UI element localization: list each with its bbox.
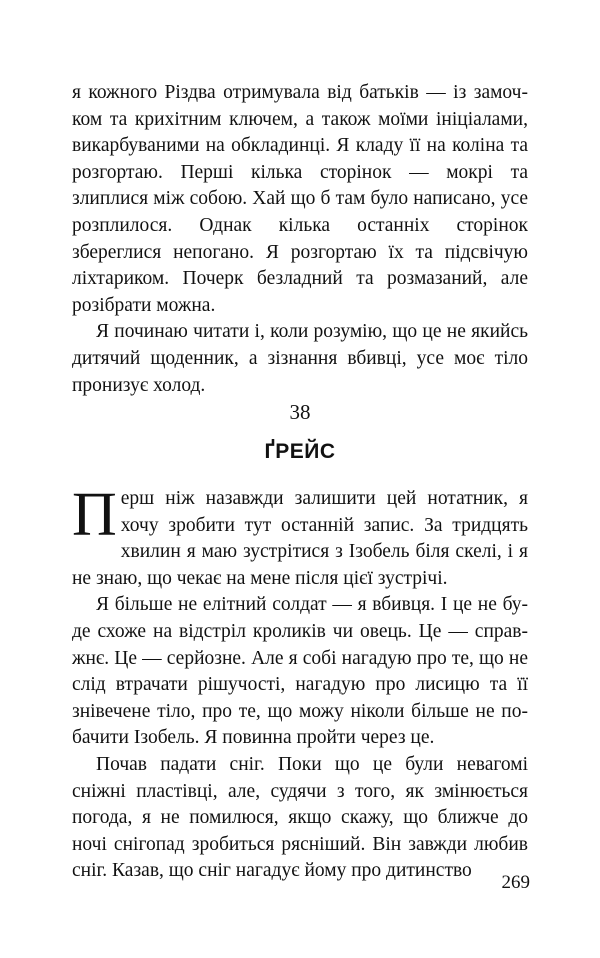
page-number: 269 <box>501 872 530 893</box>
paragraph: Я більше не елітний солдат — я вбивця. І це не буде схоже на відстріл кроликів чи овець. Це — справжнє. Це — серйозне. Але я собі нагадую про те, що не слід втрачати рішучості, нагадую про лисицю та її знівечене тіло, про те, що можу ніколи більше не побачити Ізобель. Я повинна пройти через це. <box>72 594 528 749</box>
chapter-body-text <box>72 481 528 885</box>
drop-cap: П <box>72 481 117 549</box>
previous-chapter-text <box>72 80 528 399</box>
paragraph: я кожного Різдва отримувала від батьків — із замочком та крихітним ключем, а також моїми ініціалами, викарбуваними на обкладинці. Я кладу її на коліна та розгортаю. Перші кілька сторінок — мокрі та злиплися між собою. Хай що б там було написано, усе розплилося. Однак кілька останніх сторінок збереглися непогано. Я розгортаю їх та підсвічую ліхтариком. Почерк безладний та розмазаний, але розібрати можна. <box>72 82 528 316</box>
first-paragraph-text: ерш ніж назавжди залишити цей нотатник, я хочу зробити тут останній запис. За тридцять хвилин я маю зустрітися з Ізобель біля скелі, і я не знаю, що чекає на мене після цієї зустрічі. <box>72 488 528 589</box>
paragraph: Я починаю читати і, коли розумію, що це не якийсь дитячий щоденник, а зізнання вбивці, усе моє тіло пронизує холод. <box>72 321 528 396</box>
paragraph: Почав падати сніг. Поки що це були невагомі сніжні пластівці, але, судячи з того, як змінюється погода, я не помилюся, якщо скажу, що ближче до ночі снігопад зробиться рясніший. Він завжди любив сніг. Казав, що сніг нагадує йому про дитинство <box>72 753 528 882</box>
chapter-title: ҐРЕЙС <box>264 440 336 463</box>
chapter-number: 38 <box>289 400 311 424</box>
first-paragraph <box>72 481 528 592</box>
